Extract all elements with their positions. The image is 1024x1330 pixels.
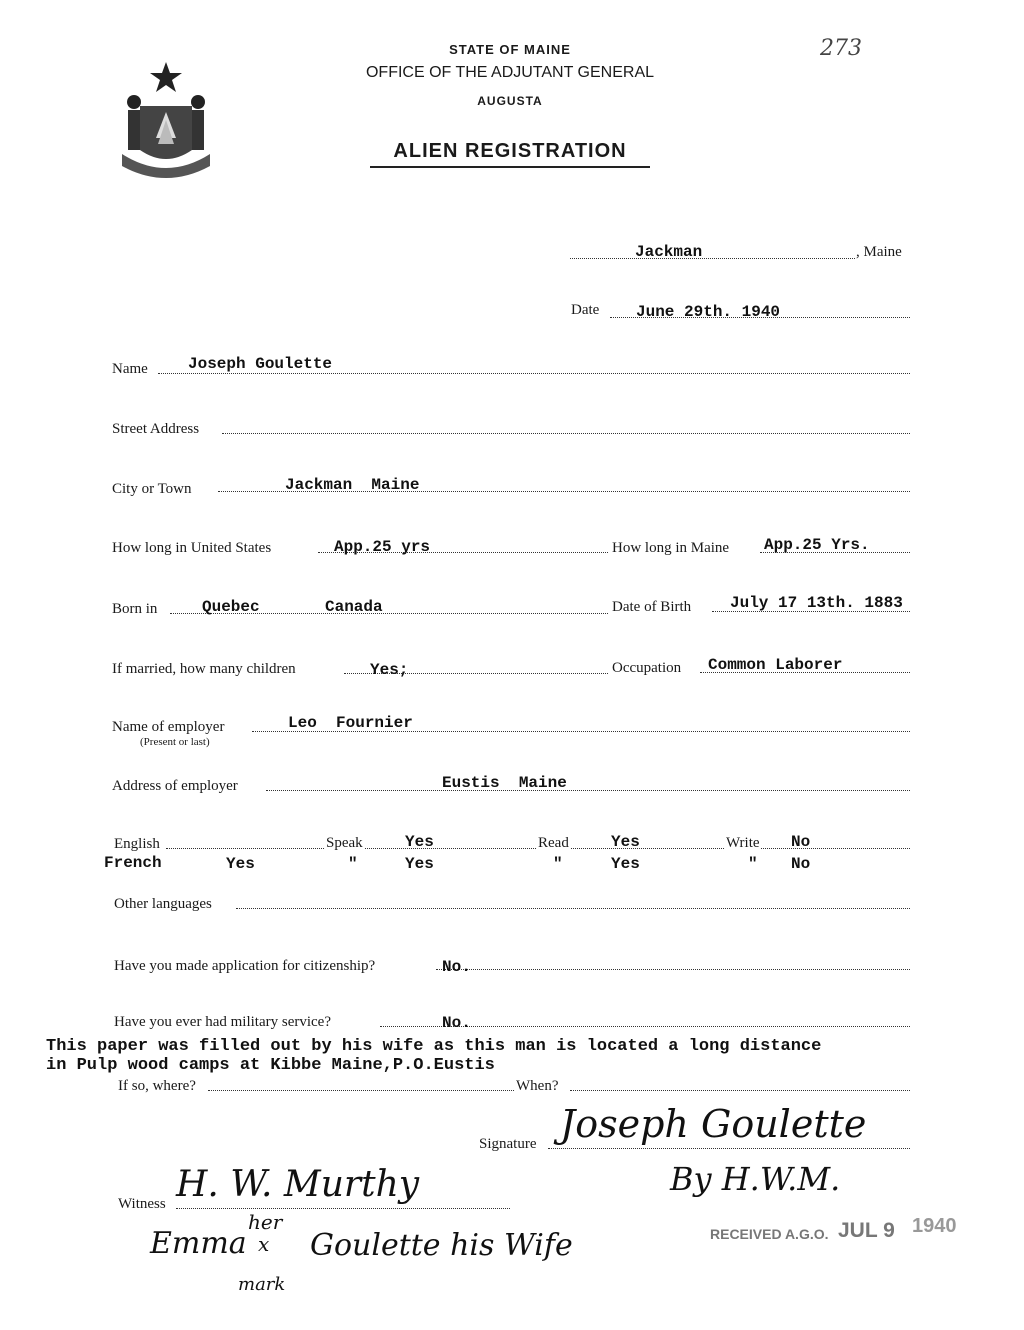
military-value: No. <box>442 1014 471 1032</box>
children-value: Yes; <box>370 661 409 679</box>
english-label: English <box>114 836 160 852</box>
wife-first-name: Emma <box>150 1226 247 1261</box>
city-label: City or Town <box>112 481 192 497</box>
name-label: Name <box>112 361 148 377</box>
children-label: If married, how many children <box>112 661 296 677</box>
maine-years-label: How long in Maine <box>612 540 730 556</box>
signature-value: Joseph Goulette <box>560 1102 867 1146</box>
born-label: Born in <box>112 601 158 617</box>
occupation-label: Occupation <box>612 660 682 676</box>
french-read-value: Yes <box>611 855 640 873</box>
witness-label: Witness <box>118 1196 166 1212</box>
wife-mark: mark <box>238 1274 286 1295</box>
other-languages-line <box>236 908 910 909</box>
write-label: Write <box>726 835 760 851</box>
received-stamp: RECEIVED A.G.O. <box>710 1226 829 1242</box>
signature-by: By H.W.M. <box>670 1160 841 1198</box>
citizenship-label: Have you made application for citizenship? <box>114 958 376 974</box>
employer-address-line <box>266 790 910 791</box>
maine-years-value: App.25 Yrs. <box>764 536 870 554</box>
dob-value: July 17 13th. 1883 <box>730 594 903 612</box>
page-number: 273 <box>820 36 862 61</box>
english-read-value: Yes <box>611 833 640 851</box>
note-line-1: This paper was filled out by his wife as this man is located a long distance <box>46 1037 822 1056</box>
dob-label: Date of Birth <box>612 599 692 615</box>
french-write-value: No <box>791 855 811 873</box>
state-seal <box>112 58 220 188</box>
french-speak-value: Yes <box>405 855 434 873</box>
employer-sublabel: (Present or last) <box>140 736 210 748</box>
speak-label: Speak <box>326 835 363 851</box>
us-years-label: How long in United States <box>112 540 272 556</box>
military-label: Have you ever had military service? <box>114 1014 331 1030</box>
title-underline <box>370 166 650 168</box>
us-years-value: App.25 yrs <box>334 538 431 556</box>
town-value: Jackman <box>635 243 703 261</box>
other-languages-label: Other languages <box>114 896 212 912</box>
name-line <box>158 373 910 374</box>
received-stamp-date: JUL 9 <box>838 1219 895 1242</box>
read-label: Read <box>538 835 569 851</box>
born-value-province: Quebec <box>202 598 260 616</box>
date-label: Date <box>571 302 600 318</box>
town-line <box>570 258 855 259</box>
employer-address-label: Address of employer <box>112 778 238 794</box>
date-value: June 29th. 1940 <box>636 303 781 321</box>
where-label: If so, where? <box>118 1078 196 1094</box>
where-line <box>208 1090 514 1091</box>
wife-her: her <box>248 1210 283 1234</box>
wife-last-name: Goulette his Wife <box>310 1228 573 1263</box>
french-ditto-speak: " <box>348 855 358 873</box>
english-speak-value: Yes <box>405 833 434 851</box>
when-line <box>570 1090 910 1091</box>
name-value: Joseph Goulette <box>188 355 333 373</box>
born-value-country: Canada <box>325 598 383 616</box>
english-write-value: No <box>791 833 811 851</box>
employer-address-value: Eustis Maine <box>442 774 567 792</box>
when-label: When? <box>516 1078 559 1094</box>
employer-label: Name of employer <box>112 719 225 735</box>
french-ditto-read: " <box>553 855 563 873</box>
state-label: , Maine <box>856 244 902 260</box>
french-label: French <box>104 854 162 872</box>
received-stamp-year: 1940 <box>912 1215 957 1237</box>
note-line-2: in Pulp wood camps at Kibbe Maine,P.O.Eustis <box>46 1056 495 1075</box>
header-state: STATE OF MAINE <box>449 42 571 57</box>
signature-line <box>548 1148 910 1149</box>
street-line <box>222 433 910 434</box>
header-office: OFFICE OF THE ADJUTANT GENERAL <box>365 64 655 81</box>
french-ditto-write: " <box>748 855 758 873</box>
citizenship-line <box>436 969 910 970</box>
city-value: Jackman Maine <box>285 476 420 494</box>
wife-x: x <box>258 1232 270 1256</box>
street-label: Street Address <box>112 421 200 437</box>
header-city: AUGUSTA <box>477 94 543 108</box>
witness-line <box>176 1208 510 1209</box>
witness-value: H. W. Murthy <box>176 1164 420 1205</box>
signature-label: Signature <box>479 1136 537 1152</box>
page-title: ALIEN REGISTRATION <box>393 140 627 162</box>
french-col1-value: Yes <box>226 855 255 873</box>
occupation-value: Common Laborer <box>708 656 843 674</box>
citizenship-value: No. <box>442 958 471 976</box>
employer-value: Leo Fournier <box>288 714 413 732</box>
